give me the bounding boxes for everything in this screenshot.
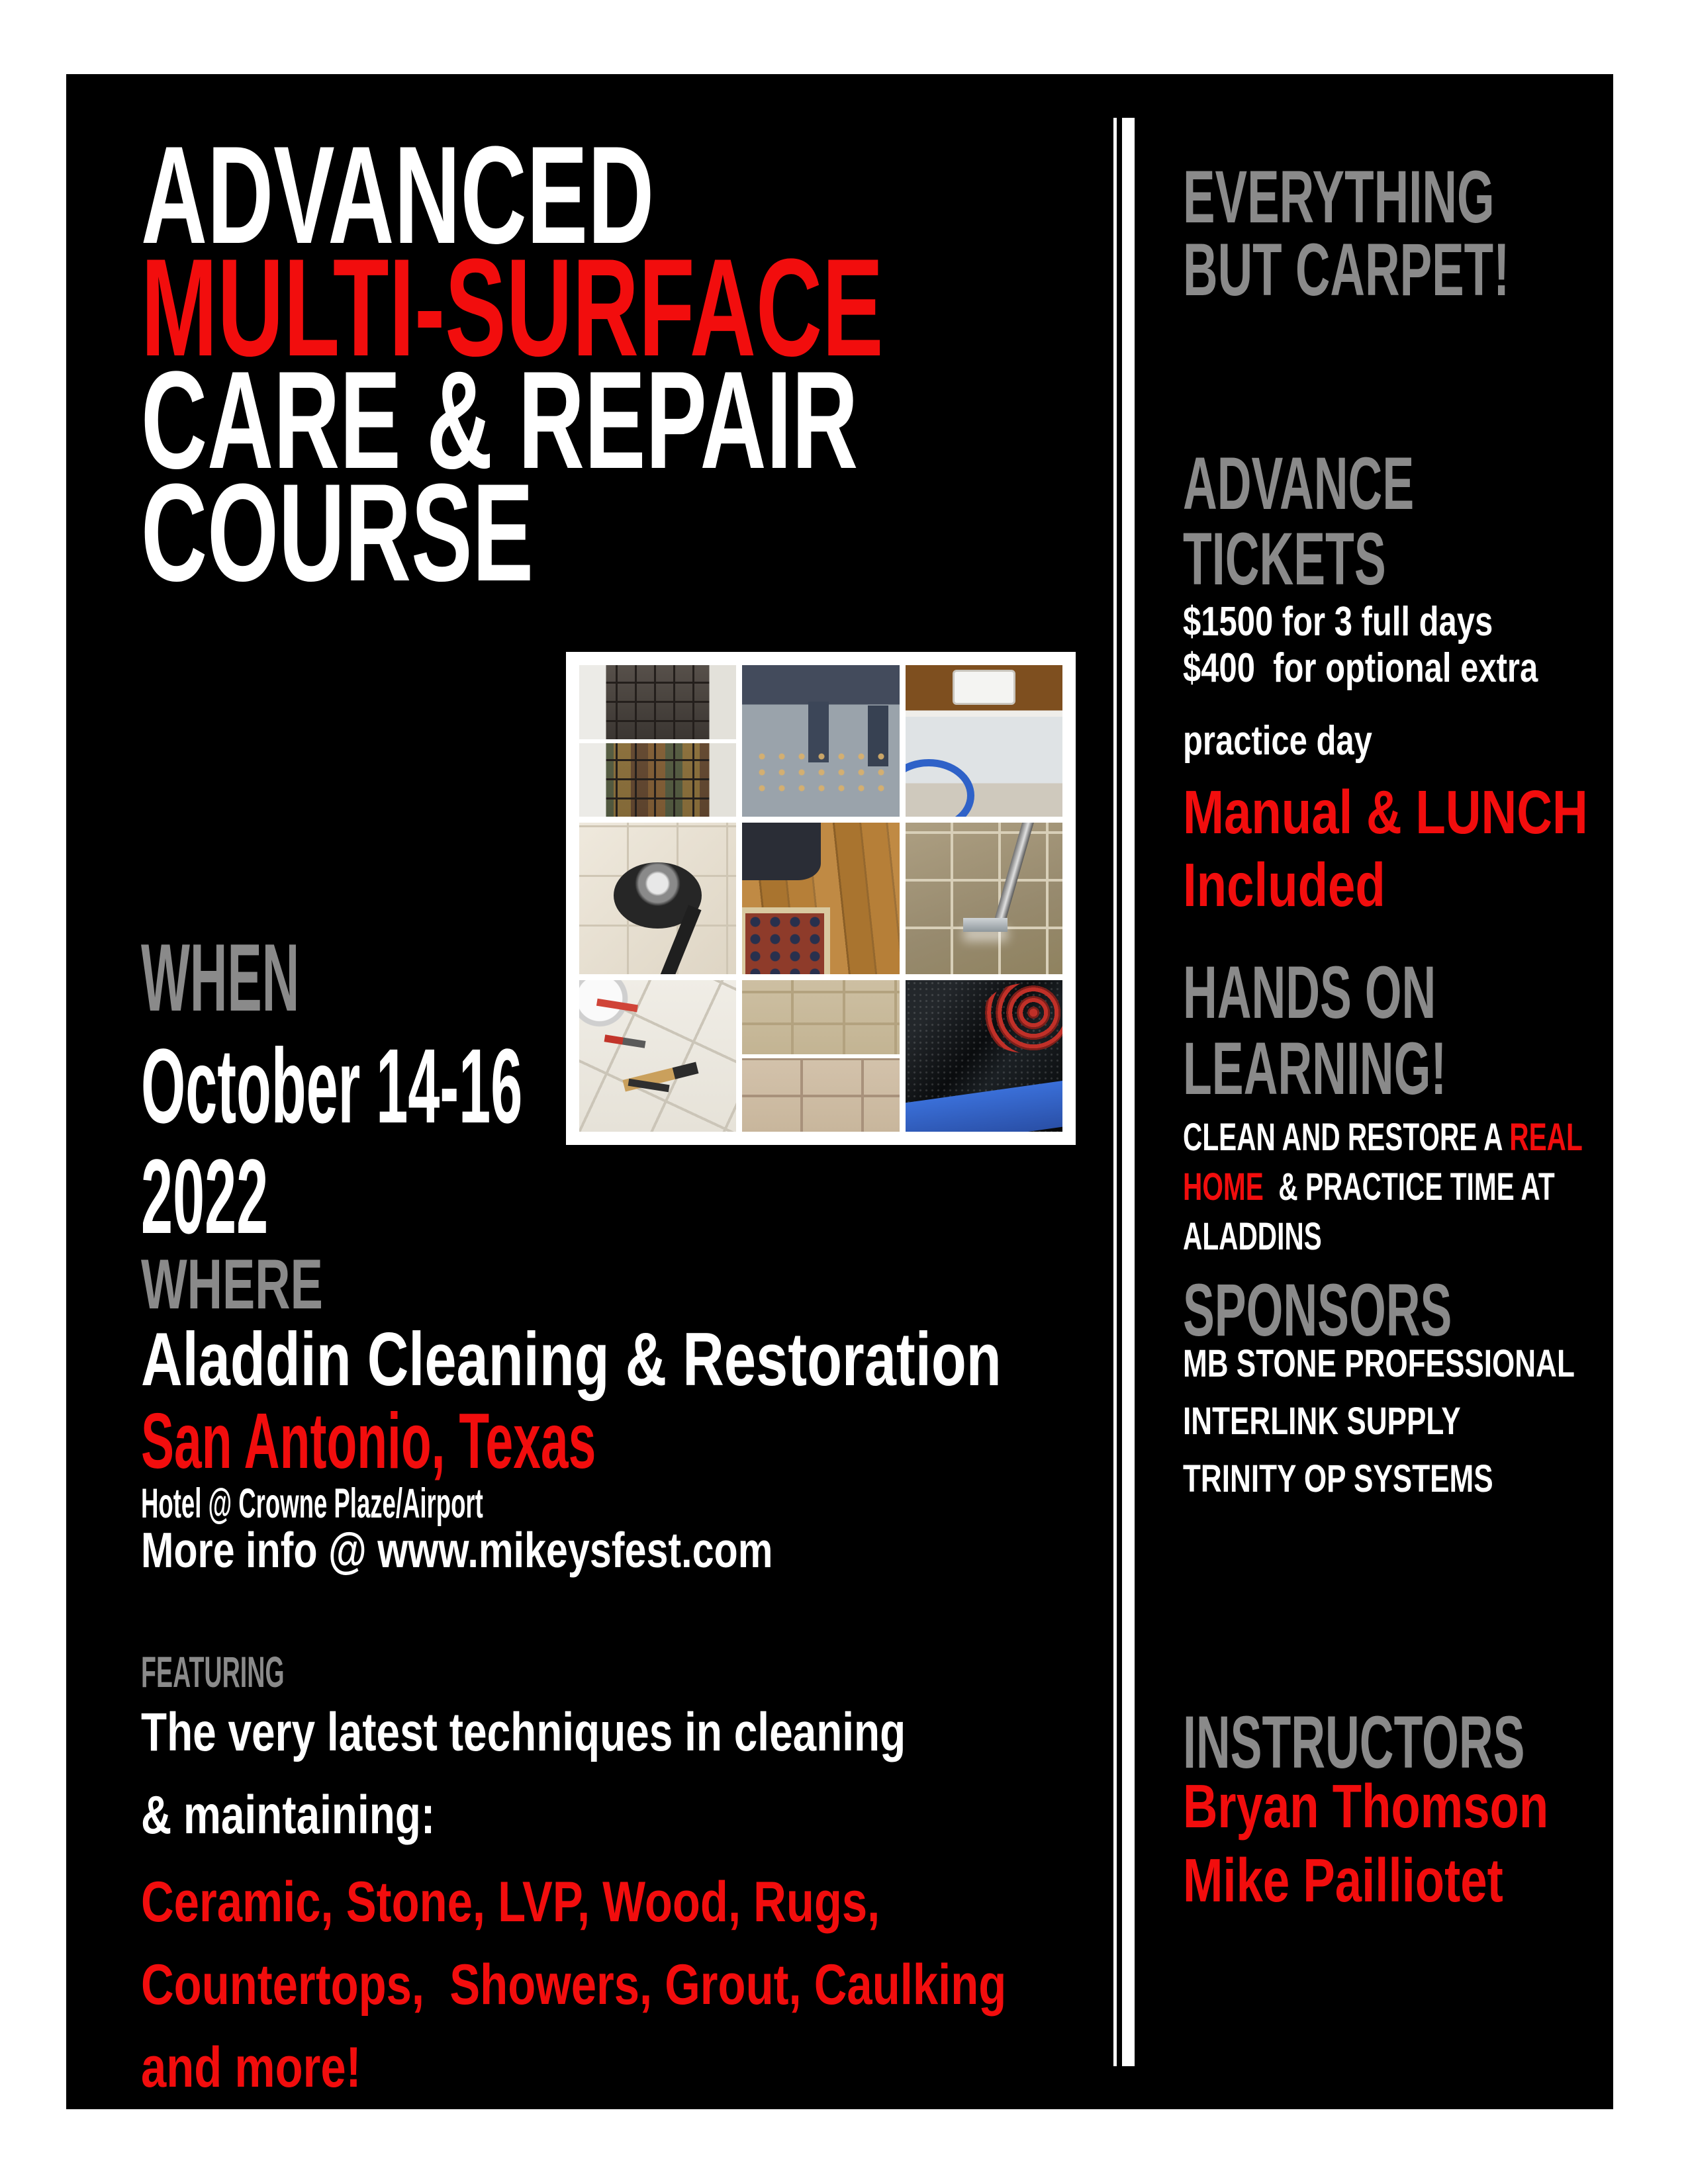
sub-photo-before	[579, 665, 736, 739]
where-label	[141, 1244, 404, 1324]
tickets-heading-2-text: TICKETS	[1183, 518, 1386, 600]
tickets-included	[1183, 776, 1688, 921]
tickets-heading-1-text: ADVANCE	[1183, 442, 1415, 525]
photo-slate-floor-before-after	[579, 665, 736, 817]
photo-rug-cleaning-debris	[742, 665, 899, 817]
hands-on-body-1-red: REAL	[1509, 1116, 1583, 1159]
hands-on-body-line-2	[1183, 1162, 1688, 1212]
where-label-text: WHERE	[141, 1244, 323, 1324]
hands-on-body-2-red: HOME	[1183, 1165, 1264, 1208]
instructor-name	[1183, 1843, 1652, 1917]
sponsors-list	[1183, 1335, 1688, 1508]
person-legs	[808, 702, 829, 762]
where-city-text: San Antonio, Texas	[141, 1397, 596, 1485]
featuring-label-text: FEATURING	[141, 1647, 285, 1696]
hands-on-heading-line-2	[1183, 1027, 1595, 1110]
featuring-topics-line-1	[141, 1861, 1223, 1944]
tagline-2-text: BUT CARPET!	[1183, 228, 1510, 311]
photo-granite-counter-equipment	[906, 980, 1062, 1132]
tagline-line-2	[1183, 228, 1685, 311]
hands-on-heading	[1183, 951, 1595, 1110]
included-line-2	[1183, 848, 1688, 921]
where-hotel-text: Hotel @ Crowne Plaze/Airport	[141, 1480, 483, 1527]
hands-on-body-2-white: & PRACTICE TIME AT	[1263, 1165, 1555, 1208]
ticket-price-extra-text: $400 for optional extra	[1183, 645, 1538, 691]
sub-photo-after	[579, 743, 736, 817]
hands-on-body-2	[1183, 1162, 1555, 1212]
ticket-price-main-text: $1500 for 3 full days	[1183, 599, 1493, 645]
title-line-2-text: MULTI-SURFACE	[141, 230, 884, 385]
instructor-name-1-text: Bryan Thomson	[1183, 1772, 1549, 1841]
where-venue-text: Aladdin Cleaning & Restoration	[141, 1318, 1002, 1402]
tickets-prices	[1183, 599, 1632, 692]
ticket-price-extra-cont-text: practice day	[1183, 718, 1372, 764]
where-city	[141, 1397, 863, 1485]
where-venue	[141, 1318, 1273, 1402]
sponsor-item	[1183, 1450, 1688, 1508]
hands-on-body-1-white: CLEAN AND RESTORE A	[1183, 1116, 1510, 1159]
photo-tile-repair-tools	[579, 980, 736, 1132]
featuring-intro-line-2	[141, 1774, 1121, 1856]
sponsor-item	[1183, 1335, 1688, 1392]
featuring-label	[141, 1647, 393, 1696]
hands-on-heading-1-text: HANDS ON	[1183, 951, 1436, 1034]
tickets-heading-line-2	[1183, 518, 1544, 600]
photo-wood-floor-rug-machine	[742, 823, 899, 974]
featuring-topics-2-text: Countertops, Showers, Grout, Caulking	[141, 1953, 1007, 2017]
where-more-info	[141, 1522, 941, 1578]
photo-travertine-cleaning-wand	[906, 823, 1062, 974]
featuring-intro	[141, 1691, 1121, 1856]
where-more-info-text: More info @ www.mikeysfest.com	[141, 1522, 773, 1578]
featuring-topics-1-text: Ceramic, Stone, LVP, Wood, Rugs,	[141, 1870, 880, 1934]
tagline-line-1	[1183, 156, 1685, 238]
divider-line-thin	[1113, 118, 1117, 2066]
instructors-heading-text: INSTRUCTORS	[1183, 1701, 1525, 1784]
sponsor-item-1-text: MB STONE PROFESSIONAL	[1183, 1342, 1575, 1385]
when-label	[141, 924, 434, 1031]
tagline	[1183, 156, 1685, 311]
divider-line-thick	[1122, 118, 1135, 2066]
included-2-text: Included	[1183, 850, 1385, 919]
hands-on-body-line-1	[1183, 1113, 1688, 1162]
hands-on-body-line-3	[1183, 1212, 1688, 1261]
ticket-price-extra-cont	[1183, 718, 1423, 764]
when-date-2-text: 2022	[141, 1137, 269, 1255]
instructor-name-2-text: Mike Pailliotet	[1183, 1846, 1503, 1915]
tickets-heading	[1183, 442, 1544, 600]
ticket-price-extra	[1183, 645, 1632, 692]
hands-on-body-3	[1183, 1212, 1322, 1261]
sub-photo-top	[742, 980, 899, 1054]
title-line-1-text: ADVANCED	[141, 117, 655, 273]
hands-on-body-1	[1183, 1113, 1583, 1162]
photo-collage	[566, 652, 1076, 1145]
included-line-1	[1183, 776, 1688, 848]
hands-on-heading-line-1	[1183, 951, 1595, 1034]
featuring-intro-2-text: & maintaining:	[141, 1785, 436, 1845]
when-date-line-2	[141, 1137, 847, 1255]
title-line-3-text: CARE & REPAIR	[141, 342, 859, 498]
tagline-1-text: EVERYTHING	[1183, 156, 1495, 238]
instructor-name	[1183, 1769, 1652, 1843]
course-title	[141, 117, 1266, 610]
when-label-text: WHEN	[141, 924, 300, 1031]
title-line-4-text: COURSE	[141, 455, 534, 610]
instructors-list	[1183, 1769, 1652, 1917]
featuring-intro-line-1	[141, 1691, 1121, 1774]
hands-on-body	[1183, 1113, 1688, 1261]
flyer-black-panel	[66, 74, 1613, 2109]
photo-stone-paver-floor	[742, 980, 899, 1132]
tickets-heading-line-1	[1183, 442, 1544, 525]
photo-floor-buffer-machine	[579, 823, 736, 974]
where-hotel	[141, 1480, 731, 1527]
when-date-1-text: October 14-16	[141, 1026, 523, 1145]
featuring-topics-line-3	[141, 2026, 1223, 2109]
featuring-topics	[141, 1861, 1223, 2109]
sub-photo-bottom	[742, 1058, 899, 1132]
sponsor-item-2-text: INTERLINK SUPPLY	[1183, 1400, 1461, 1443]
ticket-price-main	[1183, 599, 1632, 645]
featuring-topics-3-text: and more!	[141, 2036, 361, 2099]
hands-on-heading-2-text: LEARNING!	[1183, 1027, 1447, 1110]
featuring-topics-line-2	[141, 1944, 1223, 2026]
featuring-intro-1-text: The very latest techniques in cleaning	[141, 1702, 906, 1762]
hands-on-body-3-white: ALADDINS	[1183, 1215, 1322, 1258]
sponsor-item-3-text: TRINITY OP SYSTEMS	[1183, 1457, 1493, 1500]
sponsors-heading-text: SPONSORS	[1183, 1269, 1452, 1351]
sponsor-item	[1183, 1392, 1688, 1450]
photo-kitchen-masked-plastic	[906, 665, 1062, 817]
included-1-text: Manual & LUNCH	[1183, 778, 1588, 846]
